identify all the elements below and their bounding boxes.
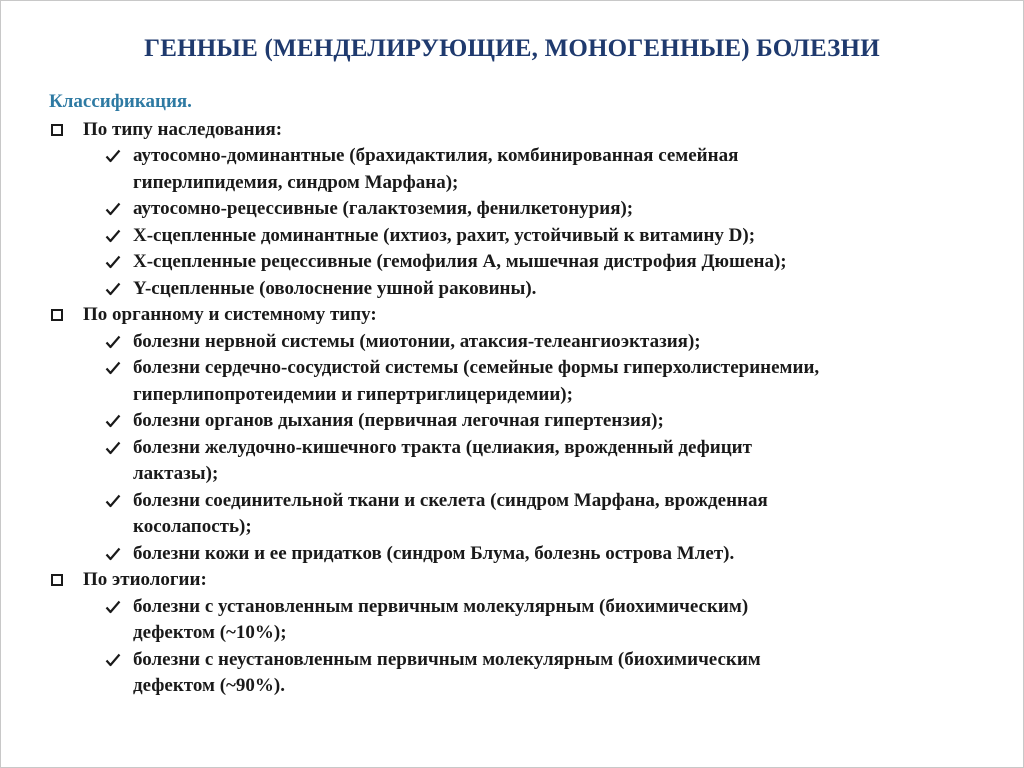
square-bullet-icon [51, 124, 63, 136]
list-item-line: болезни нервной системы (миотонии, атаксия-телеангиоэктазия); [133, 330, 701, 352]
list-item [49, 223, 989, 250]
list-item-line: дефектом (~90%). [133, 675, 285, 696]
checkmark-icon [105, 276, 123, 296]
list-item-line: болезни кожи и ее придатков (синдром Блума, болезнь острова Млет). [133, 542, 735, 564]
list-item-line: болезни соединительной ткани и скелета (синдром Марфана, врожденная [133, 489, 768, 511]
list-item [49, 488, 989, 541]
checkmark-icon [105, 647, 123, 667]
list-item [49, 408, 989, 435]
checkmark-icon [105, 143, 123, 163]
section-heading-label: По этиологии: [83, 569, 207, 590]
list-item [49, 143, 989, 196]
list-item-line: гиперлипопротеидемии и гипертриглицеридемии); [133, 383, 573, 405]
section-heading [49, 302, 989, 329]
list-item [49, 435, 989, 488]
checkmark-icon [105, 196, 123, 216]
checkmark-icon [105, 594, 123, 614]
section-list [49, 117, 989, 700]
list-item-line: болезни желудочно-кишечного тракта (целиакия, врожденный дефицит [133, 436, 752, 458]
square-bullet-icon [51, 309, 63, 321]
list-item [49, 594, 989, 647]
list-item-line: Х-сцепленные рецессивные (гемофилия А, мышечная дистрофия Дюшена); [133, 251, 787, 272]
checkmark-icon [105, 435, 123, 455]
list-item-line: болезни с неустановленным первичным молекулярным (биохимическим [133, 648, 761, 670]
checkmark-icon [105, 488, 123, 508]
checkmark-icon [105, 329, 123, 349]
slide-title: ГЕННЫЕ (МЕНДЕЛИРУЮЩИЕ, МОНОГЕННЫЕ) БОЛЕЗНИ [144, 35, 880, 62]
list-item [49, 647, 989, 700]
list-item-line: Y-сцепленные (оволоснение ушной раковины). [133, 277, 537, 299]
list-item-line: дефектом (~10%); [133, 622, 287, 643]
list-item-line: аутосомно-доминантные (брахидактилия, комбинированная семейная [133, 145, 739, 166]
list-item [49, 196, 989, 223]
checkmark-icon [105, 249, 123, 269]
list-item-line: Х-сцепленные доминантные (ихтиоз, рахит, устойчивый к витамину D); [133, 224, 756, 246]
square-bullet-icon [51, 574, 63, 586]
classification-subtitle: Классификация. [49, 91, 192, 112]
checkmark-icon [105, 223, 123, 243]
list-item [49, 329, 989, 356]
section-heading-label: По типу наследования: [83, 118, 283, 140]
list-item [49, 541, 989, 568]
list-item-line: аутосомно-рецессивные (галактоземия, фенилкетонурия); [133, 198, 634, 219]
checkmark-icon [105, 541, 123, 561]
section-heading [49, 117, 989, 144]
list-item-line: гиперлипидемия, синдром Марфана); [133, 171, 459, 193]
list-item-line: болезни с установленным первичным молекулярным (биохимическим) [133, 595, 749, 617]
list-item [49, 355, 989, 408]
list-item [49, 276, 989, 303]
list-item-line: лактазы); [133, 463, 219, 484]
list-item-line: болезни органов дыхания (первичная легочная гипертензия); [133, 410, 664, 431]
checkmark-icon [105, 408, 123, 428]
slide-content [49, 89, 989, 700]
checkmark-icon [105, 355, 123, 375]
list-item-line: косолапость); [133, 516, 252, 537]
section-heading [49, 567, 989, 594]
list-item [49, 249, 989, 276]
list-item-line: болезни сердечно-сосудистой системы (семейные формы гиперхолистеринемии, [133, 357, 820, 378]
section-heading-label: По органному и системному типу: [83, 304, 377, 325]
